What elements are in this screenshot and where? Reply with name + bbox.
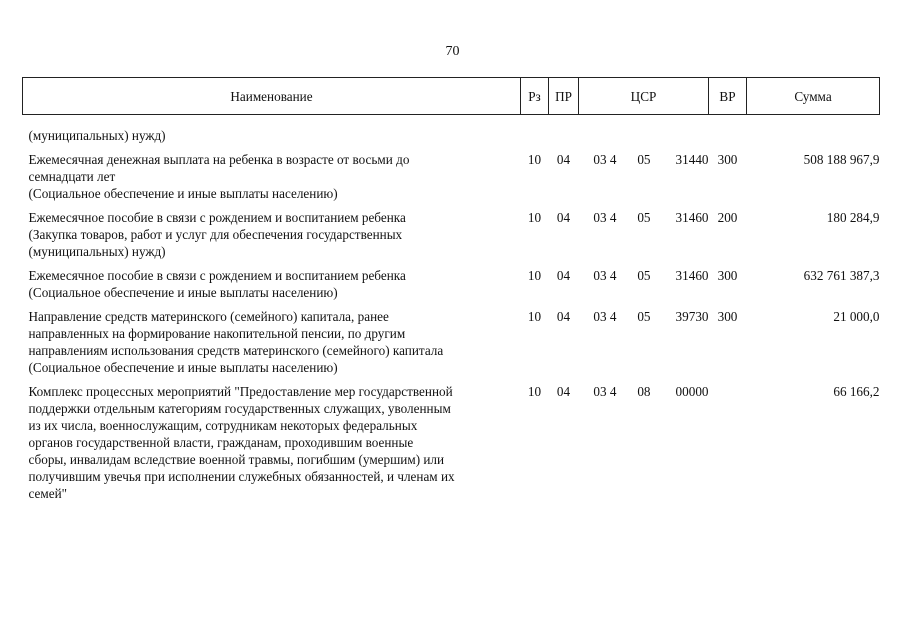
table-row [23,209,880,267]
row-name-line: Ежемесячное пособие в связи с рождением и воспитанием ребенка [28,268,406,283]
table-row [23,383,880,509]
row-csr-part: 05 [637,210,651,225]
table-body [23,115,880,510]
row-sum: 508 188 967,9 [803,152,880,167]
row-name-line: из их числа, военнослужащим, сотрудникам некоторых федеральных [28,418,418,433]
row-pr: 04 [556,210,571,225]
row-rz: 10 [527,309,542,324]
row-vr: 300 [717,268,738,283]
row-pr: 04 [556,152,571,167]
row-csr [579,267,709,308]
row-vr [709,127,747,151]
row-vr: 300 [717,309,738,324]
row-csr-part: 31440 [675,152,709,167]
row-pr: 04 [556,384,571,399]
row-csr-part: 05 [637,268,651,283]
row-name [23,127,521,151]
row-csr-part: 05 [637,152,651,167]
row-csr-part: 03 4 [593,384,617,399]
row-pr: 04 [556,309,571,324]
row-csr-part: 03 4 [593,152,617,167]
row-name-line: (Социальное обеспечение и иные выплаты населению) [28,285,338,300]
row-vr: 200 [717,210,738,225]
row-rz: 10 [527,210,542,225]
row-csr [579,127,709,151]
header-name: Наименование [23,78,521,115]
row-vr: 300 [717,152,738,167]
table-header-row [23,78,880,115]
row-name-line: Ежемесячная денежная выплата на ребенка в возрасте от восьми до [28,152,410,167]
row-name [23,383,521,509]
row-csr-part: 00000 [675,384,709,399]
row-sum: 632 761 387,3 [803,268,880,283]
row-csr-part: 05 [637,309,651,324]
row-name [23,209,521,267]
row-csr [579,383,709,509]
row-name-line: направлениям использования средств материнского (семейного) капитала [28,343,444,358]
row-name-line: семей" [28,486,68,501]
page-number: 70 [445,44,460,59]
row-vr [709,383,747,509]
row-sum: 21 000,0 [833,309,880,324]
header-csr: ЦСР [579,78,709,115]
row-name-line: (муниципальных) нужд) [28,244,166,259]
row-name-line: Ежемесячное пособие в связи с рождением и воспитанием ребенка [28,210,406,225]
row-name-line: (Закупка товаров, работ и услуг для обеспечения государственных [28,227,403,242]
table-row [23,127,880,151]
row-name-line: получившим увечья при исполнении служебных обязанностей, и членам их [28,469,455,484]
row-csr-part: 31460 [675,268,709,283]
row-csr-part: 31460 [675,210,709,225]
row-name [23,267,521,308]
header-spacer [23,115,880,128]
row-csr-part: 03 4 [593,210,617,225]
table-row [23,267,880,308]
row-csr-part: 03 4 [593,309,617,324]
row-csr [579,209,709,267]
header-rz: Рз [521,78,549,115]
row-csr [579,308,709,383]
header-vr: ВР [709,78,747,115]
row-name-line: направленных на формирование накопительной пенсии, по другим [28,326,406,341]
row-rz: 10 [527,384,542,399]
row-pr [549,127,579,151]
row-csr [579,151,709,209]
row-name-line: (муниципальных) нужд) [28,128,166,143]
row-sum [747,127,880,151]
row-name-line: Направление средств материнского (семейного) капитала, ранее [28,309,389,324]
row-csr-part: 03 4 [593,268,617,283]
row-name-line: органов государственной власти, гражданам, проходившим военные [28,435,414,450]
row-csr-part: 08 [637,384,651,399]
row-name-line: (Социальное обеспечение и иные выплаты населению) [28,360,338,375]
row-name-line: поддержки отдельным категориям государственных служащих, уволенным [28,401,451,416]
row-rz [521,127,549,151]
row-name-line: сборы, инвалидам вследствие военной травмы, погибшим (умершим) или [28,452,445,467]
row-sum: 180 284,9 [826,210,880,225]
row-name-line: Комплекс процессных мероприятий "Предоставление мер государственной [28,384,453,399]
table-row [23,151,880,209]
header-pr: ПР [549,78,579,115]
budget-table [22,77,880,509]
row-name-line: (Социальное обеспечение и иные выплаты населению) [28,186,338,201]
table-row [23,308,880,383]
row-name-line: семнадцати лет [28,169,116,184]
header-sum: Сумма [747,78,880,115]
row-rz: 10 [527,152,542,167]
row-rz: 10 [527,268,542,283]
row-sum: 66 166,2 [833,384,880,399]
row-csr-part: 39730 [675,309,709,324]
row-pr: 04 [556,268,571,283]
row-name [23,151,521,209]
row-name [23,308,521,383]
